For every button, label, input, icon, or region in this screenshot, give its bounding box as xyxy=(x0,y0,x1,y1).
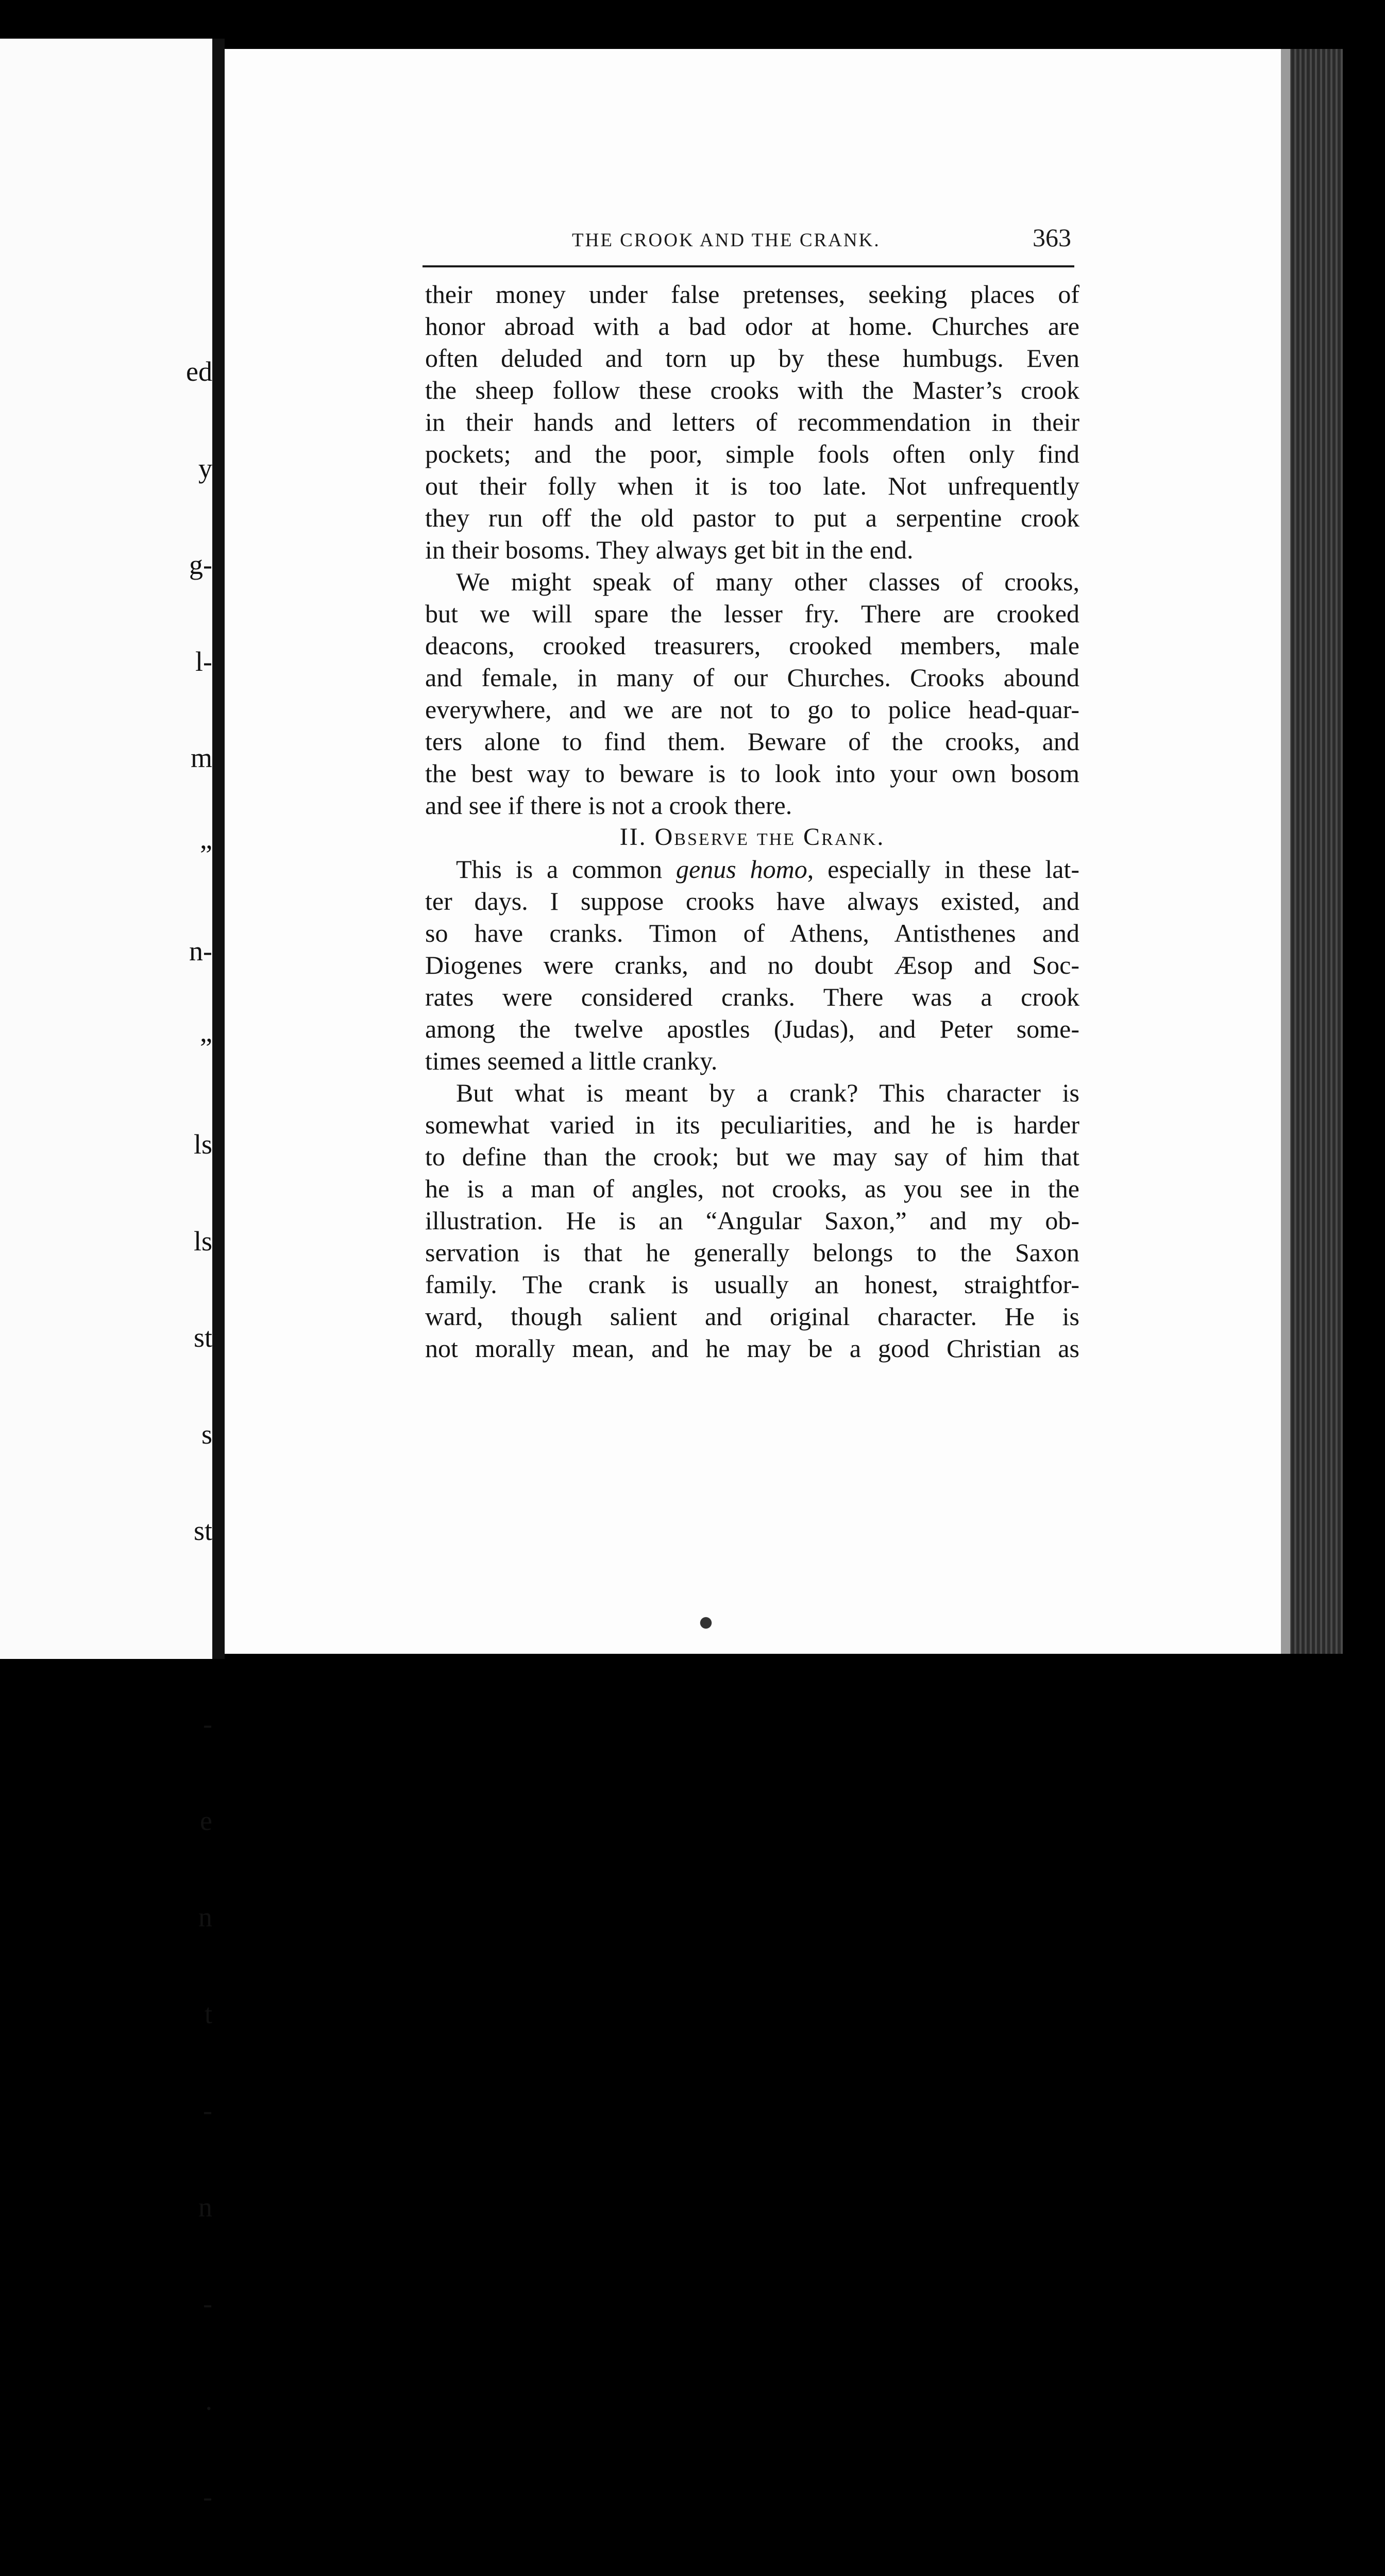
text-line: and female, in many of our Churches. Crooks abound xyxy=(425,663,1079,692)
book-gutter xyxy=(212,39,225,1659)
facing-page-text-fragments xyxy=(181,291,212,2576)
fragment: - xyxy=(203,2481,212,2512)
italic-phrase: genus homo xyxy=(676,855,807,884)
text-line: pockets; and the poor, simple fools often only find xyxy=(425,439,1079,468)
text-line: rates were considered cranks. There was a crook xyxy=(425,982,1079,1011)
scan-speck xyxy=(690,1613,721,1633)
header-rule xyxy=(423,265,1074,267)
text-line: he is a man of angles, not crooks, as you see in the xyxy=(425,1174,1079,1203)
text-line: family. The crank is usually an honest, straightfor- xyxy=(425,1270,1079,1299)
text-line: everywhere, and we are not to go to police head-quar- xyxy=(425,695,1079,724)
section-heading: II. Observe the Crank. xyxy=(619,823,885,851)
fragment: l- xyxy=(195,646,212,677)
page-block-edge xyxy=(1281,49,1343,1654)
fragment: n xyxy=(198,1902,212,1933)
text-line: often deluded and torn up by these humbugs. Even xyxy=(425,344,1079,372)
text-line: illustration. He is an “Angular Saxon,” and my ob- xyxy=(425,1206,1079,1235)
fragment: st xyxy=(193,1515,212,1546)
text-line: the best way to beware is to look into your own bosom xyxy=(425,759,1079,788)
text-line: Diogenes were cranks, and no doubt Æsop and Soc- xyxy=(425,951,1079,979)
fragment: ” xyxy=(200,839,212,870)
text-line: This is a common genus homo, especially in these lat- xyxy=(456,855,1079,884)
fragment: e xyxy=(200,1805,212,1836)
fragment: s xyxy=(201,1418,212,1450)
text-line: deacons, crooked treasurers, crooked members, male xyxy=(425,631,1079,660)
text-line: among the twelve apostles (Judas), and Peter some- xyxy=(425,1014,1079,1043)
text-line: servation is that he generally belongs to the Saxon xyxy=(425,1238,1079,1267)
text-line: ward, though salient and original character. He is xyxy=(425,1302,1079,1331)
fragment: n xyxy=(198,2191,212,2223)
text-line: in their hands and letters of recommendation in their xyxy=(425,408,1079,436)
fragment: ed xyxy=(186,356,212,387)
text-line: but we will spare the lesser fry. There are crooked xyxy=(425,599,1079,628)
fragment: - xyxy=(203,2288,212,2319)
fragment: ls xyxy=(193,1225,212,1257)
fragment: - xyxy=(203,2095,212,2126)
fragment: ” xyxy=(200,1032,212,1063)
text-line: ter days. I suppose crooks have always existed, and xyxy=(425,887,1079,916)
text-line: ters alone to find them. Beware of the crooks, and xyxy=(425,727,1079,756)
text-line: times seemed a little cranky. xyxy=(425,1046,718,1075)
fragment: st xyxy=(193,1322,212,1353)
text-line: so have cranks. Timon of Athens, Antisthenes and xyxy=(425,919,1079,947)
fragment: t xyxy=(204,1998,212,2029)
fragment: m xyxy=(190,742,212,773)
text-line: We might speak of many other classes of crooks, xyxy=(456,567,1079,596)
fragment xyxy=(181,1612,212,1644)
text-line: to define than the crook; but we may say of him that xyxy=(425,1142,1079,1171)
text-line: somewhat varied in its peculiarities, and he is harder xyxy=(425,1110,1079,1139)
text-line: they run off the old pastor to put a serpentine crook xyxy=(425,503,1079,532)
text-line: the sheep follow these crooks with the Master’s crook xyxy=(425,376,1079,404)
fragment: n- xyxy=(189,936,212,967)
fragment: g- xyxy=(189,549,212,580)
text-line: But what is meant by a crank? This character is xyxy=(456,1078,1079,1107)
text-line: their money under false pretenses, seeking places of xyxy=(425,280,1079,309)
facing-page xyxy=(0,39,212,2512)
text-line: and see if there is not a crook there. xyxy=(425,791,792,820)
fragment: - xyxy=(203,1708,212,1739)
body-text xyxy=(425,278,1079,1364)
running-head: THE CROOK AND THE CRANK. xyxy=(572,230,881,251)
text-line: out their folly when it is too late. Not unfrequently xyxy=(425,471,1079,500)
text-line: not morally mean, and he may be a good Christian as xyxy=(425,1334,1079,1363)
fragment: . xyxy=(205,2384,212,2416)
page-edge-highlight xyxy=(1281,49,1290,1654)
text-line: in their bosoms. They always get bit in the end. xyxy=(425,535,914,564)
fragment: y xyxy=(198,452,212,484)
fragment: ls xyxy=(193,1129,212,1160)
text-line: honor abroad with a bad odor at home. Churches are xyxy=(425,312,1079,341)
page-number: 363 xyxy=(1033,223,1071,252)
